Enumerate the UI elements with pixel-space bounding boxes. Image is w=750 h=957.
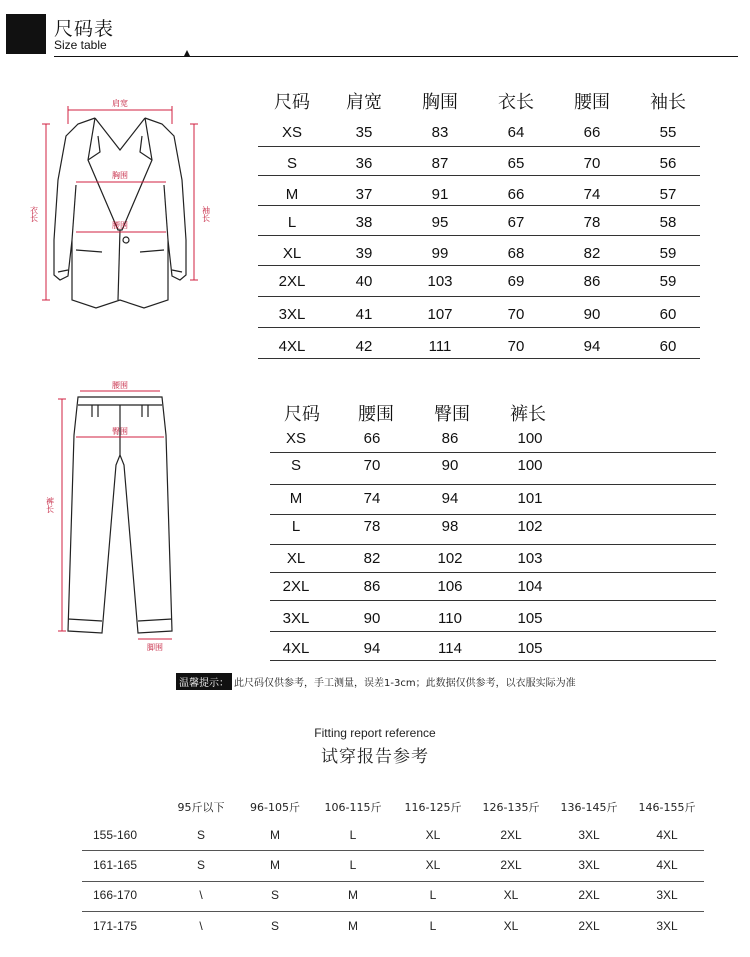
- fitting-table-cell: S: [270, 919, 279, 933]
- jacket-label-shoulder: 肩宽: [112, 99, 128, 108]
- fitting-table-cell: 4XL: [656, 828, 678, 842]
- fitting-table-cell: L: [429, 888, 437, 902]
- header-block: [6, 14, 46, 54]
- jacket-table-cell: 57: [659, 186, 677, 203]
- page-title: 尺码表: [54, 18, 115, 40]
- fitting-table-cell: M: [348, 888, 358, 902]
- fitting-table-cell: S: [196, 858, 205, 872]
- pants-table-cell: 105: [517, 610, 543, 627]
- jacket-row-divider: [258, 205, 700, 206]
- jacket-table-cell: XS: [281, 124, 302, 141]
- fitting-col-weight: 95斤以下: [177, 801, 225, 814]
- fitting-col-weight: 96-105斤: [250, 801, 300, 814]
- fitting-col-weight: 106-115斤: [324, 801, 382, 814]
- pants-table-cell: 101: [517, 490, 543, 507]
- jacket-table-cell: 78: [583, 214, 601, 231]
- jacket-label-length: 衣长: [29, 206, 39, 222]
- jacket-row-divider: [258, 327, 700, 328]
- pants-table-cell: 2XL: [282, 578, 310, 595]
- pants-label-length: 裤长: [45, 497, 55, 513]
- fitting-row-height: 171-175: [92, 919, 138, 933]
- jacket-table-cell: 37: [355, 186, 373, 203]
- fitting-table-cell: \: [199, 919, 203, 933]
- jacket-table-cell: 56: [659, 155, 677, 172]
- pants-table-cell: 74: [363, 490, 381, 507]
- fitting-table-cell: XL: [425, 828, 441, 842]
- jacket-row-divider: [258, 146, 700, 147]
- jacket-col-sleeve: 袖长: [650, 92, 686, 113]
- pants-table-cell: 66: [363, 430, 381, 447]
- fitting-row-height: 155-160: [92, 828, 138, 842]
- jacket-table-cell: 107: [427, 306, 453, 323]
- jacket-table-cell: 95: [431, 214, 449, 231]
- jacket-table-cell: S: [286, 155, 297, 172]
- header-marker-icon: [184, 50, 190, 56]
- jacket-col-waist: 腰围: [574, 92, 610, 113]
- fitting-table-cell: \: [199, 888, 203, 902]
- fitting-table-cell: M: [270, 858, 280, 872]
- jacket-table-cell: 103: [427, 273, 453, 290]
- jacket-table-cell: 59: [659, 245, 677, 262]
- pants-table-cell: M: [289, 490, 303, 507]
- jacket-table-cell: 87: [431, 155, 449, 172]
- fitting-table-cell: 3XL: [656, 919, 678, 933]
- jacket-table-cell: 60: [659, 338, 677, 355]
- pants-table-cell: 86: [363, 578, 381, 595]
- pants-table-cell: XL: [286, 550, 306, 567]
- fitting-table-cell: S: [196, 828, 205, 842]
- jacket-table-cell: 82: [583, 245, 601, 262]
- pants-table-cell: 78: [363, 518, 381, 535]
- pants-table-cell: 70: [363, 457, 381, 474]
- fitting-table-cell: 2XL: [578, 919, 600, 933]
- pants-table-cell: 100: [517, 457, 543, 474]
- jacket-table-cell: 65: [507, 155, 525, 172]
- pants-table-cell: 103: [517, 550, 543, 567]
- jacket-table-cell: 60: [659, 306, 677, 323]
- fitting-table-cell: 3XL: [578, 828, 600, 842]
- jacket-table-cell: 38: [355, 214, 373, 231]
- pants-table-cell: L: [291, 518, 301, 535]
- jacket-table-cell: 66: [583, 124, 601, 141]
- pants-row-divider: [270, 600, 716, 601]
- jacket-col-chest: 胸围: [422, 92, 458, 113]
- fitting-row-divider: [82, 850, 704, 851]
- jacket-row-divider: [258, 265, 700, 266]
- jacket-col-size: 尺码: [274, 92, 310, 113]
- fitting-table-cell: 2XL: [500, 858, 522, 872]
- pants-table-cell: 106: [437, 578, 463, 595]
- jacket-table-cell: 70: [507, 306, 525, 323]
- fitting-row-divider: [82, 881, 704, 882]
- pants-row-divider: [270, 660, 716, 661]
- jacket-table-cell: 35: [355, 124, 373, 141]
- pants-table-cell: 110: [438, 610, 462, 627]
- pants-table-cell: 105: [517, 640, 543, 657]
- jacket-table-cell: 41: [355, 306, 373, 323]
- pants-row-divider: [270, 631, 716, 632]
- jacket-table-cell: 86: [583, 273, 601, 290]
- pants-table-cell: 98: [441, 518, 459, 535]
- fitting-table-cell: S: [270, 888, 279, 902]
- jacket-col-length: 衣长: [498, 92, 534, 113]
- pants-col-waist: 腰围: [358, 404, 394, 425]
- jacket-table-cell: 70: [583, 155, 601, 172]
- pants-col-length: 裤长: [510, 404, 546, 425]
- pants-table-cell: 102: [437, 550, 463, 567]
- pants-row-divider: [270, 514, 716, 515]
- fitting-table-cell: 3XL: [578, 858, 600, 872]
- jacket-table-cell: 55: [659, 124, 677, 141]
- fitting-table-cell: M: [270, 828, 280, 842]
- jacket-table-cell: 3XL: [278, 306, 306, 323]
- jacket-label-sleeve: 袖长: [201, 206, 211, 222]
- jacket-table-cell: 91: [431, 186, 449, 203]
- jacket-col-shoulder: 肩宽: [346, 92, 382, 113]
- size-note: [176, 673, 576, 690]
- jacket-table-cell: 111: [428, 338, 452, 355]
- jacket-table-cell: 74: [583, 186, 601, 203]
- fitting-table-cell: L: [429, 919, 437, 933]
- pants-row-divider: [270, 544, 716, 545]
- jacket-table-cell: 94: [583, 338, 601, 355]
- pants-row-divider: [270, 484, 716, 485]
- jacket-table-cell: 40: [355, 273, 373, 290]
- pants-table-cell: 86: [441, 430, 459, 447]
- pants-table-cell: 102: [517, 518, 543, 535]
- fitting-table-cell: XL: [503, 919, 519, 933]
- jacket-table-cell: 68: [507, 245, 525, 262]
- fitting-table-cell: 3XL: [656, 888, 678, 902]
- jacket-table-cell: 58: [659, 214, 677, 231]
- fitting-col-weight: 126-135斤: [482, 801, 540, 814]
- fitting-table-cell: 4XL: [656, 858, 678, 872]
- fitting-table-cell: L: [349, 858, 357, 872]
- note-tag: 温馨提示：: [176, 673, 232, 690]
- fitting-table-cell: XL: [503, 888, 519, 902]
- jacket-table-cell: 83: [431, 124, 449, 141]
- fitting-table-cell: 2XL: [500, 828, 522, 842]
- fitting-title-en: Fitting report reference: [314, 726, 436, 740]
- jacket-table-cell: L: [287, 214, 297, 231]
- pants-table-cell: 114: [438, 640, 462, 657]
- pants-table-cell: 94: [441, 490, 459, 507]
- jacket-table-cell: 64: [507, 124, 525, 141]
- jacket-row-divider: [258, 175, 700, 176]
- pants-col-hip: 臀围: [434, 404, 470, 425]
- pants-table-cell: 104: [517, 578, 543, 595]
- pants-row-divider: [270, 572, 716, 573]
- pants-table-cell: 90: [441, 457, 459, 474]
- jacket-table-cell: 66: [507, 186, 525, 203]
- jacket-table-cell: 99: [431, 245, 449, 262]
- jacket-table-cell: 4XL: [278, 338, 306, 355]
- fitting-row-height: 161-165: [92, 858, 138, 872]
- fitting-row-divider: [82, 911, 704, 912]
- jacket-table-cell: 36: [355, 155, 373, 172]
- jacket-table-cell: XL: [282, 245, 302, 262]
- fitting-title-zh: 试穿报告参考: [321, 747, 429, 767]
- pants-diagram: [20, 375, 200, 655]
- jacket-table-cell: 42: [355, 338, 373, 355]
- jacket-table-cell: 2XL: [278, 273, 306, 290]
- jacket-row-divider: [258, 296, 700, 297]
- jacket-table-cell: 90: [583, 306, 601, 323]
- pants-label-hip: 臀围: [112, 427, 128, 436]
- fitting-table-cell: M: [348, 919, 358, 933]
- page-subtitle: Size table: [54, 38, 107, 52]
- jacket-row-divider: [258, 358, 700, 359]
- pants-row-divider: [270, 452, 716, 453]
- pants-table-cell: 4XL: [282, 640, 310, 657]
- jacket-table-cell: 39: [355, 245, 373, 262]
- fitting-col-weight: 116-125斤: [404, 801, 462, 814]
- jacket-row-divider: [258, 235, 700, 236]
- fitting-col-weight: 136-145斤: [560, 801, 618, 814]
- note-text: 此尺码仅供参考，手工测量，误差1-3cm；此数据仅供参考，以衣服实际为准: [234, 678, 576, 689]
- jacket-table-cell: 69: [507, 273, 525, 290]
- header-divider: [54, 56, 738, 57]
- jacket-label-waist: 腰围: [112, 221, 128, 230]
- fitting-row-height: 166-170: [92, 888, 138, 902]
- pants-table-cell: 94: [363, 640, 381, 657]
- fitting-table-cell: L: [349, 828, 357, 842]
- jacket-table-cell: 59: [659, 273, 677, 290]
- jacket-diagram: [10, 90, 230, 335]
- pants-table-cell: 100: [517, 430, 543, 447]
- pants-table-cell: S: [290, 457, 301, 474]
- jacket-table-cell: 67: [507, 214, 525, 231]
- pants-table-cell: 90: [363, 610, 381, 627]
- pants-table-cell: XS: [285, 430, 306, 447]
- pants-label-hem: 脚围: [147, 643, 163, 652]
- pants-table-cell: 82: [363, 550, 381, 567]
- jacket-label-chest: 胸围: [112, 171, 128, 180]
- pants-label-waist: 腰围: [112, 381, 128, 390]
- fitting-col-weight: 146-155斤: [638, 801, 696, 814]
- fitting-table-cell: 2XL: [578, 888, 600, 902]
- pants-col-size: 尺码: [284, 404, 320, 425]
- pants-table-cell: 3XL: [282, 610, 310, 627]
- jacket-table-cell: M: [285, 186, 299, 203]
- jacket-table-cell: 70: [507, 338, 525, 355]
- fitting-table-cell: XL: [425, 858, 441, 872]
